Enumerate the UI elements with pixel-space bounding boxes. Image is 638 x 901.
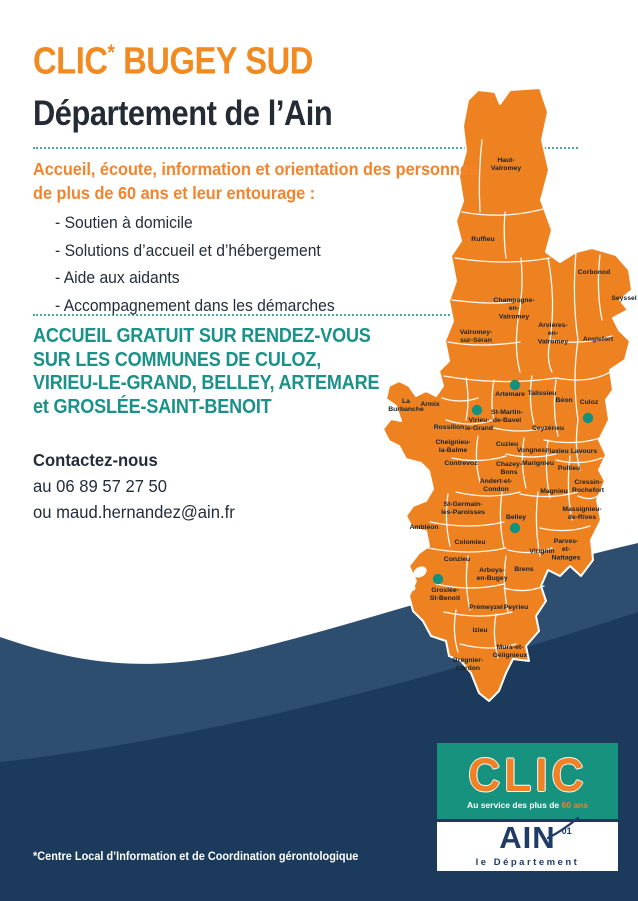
clic-logo-word: CLIC — [467, 747, 588, 801]
contact-block — [33, 447, 235, 525]
commune-dot — [472, 405, 482, 415]
clic-tagline-right: 60 ans — [561, 799, 588, 810]
commune-label: Ruffieu — [471, 236, 495, 243]
footnote: *Centre Local d’Information et de Coordination gérontologique — [33, 851, 359, 863]
service-item: - Accompagnement dans les démarches — [55, 293, 335, 321]
commune-label: Groslée-St-Benoit — [429, 587, 461, 603]
commune-label: Belley — [505, 514, 527, 521]
commune-label: Flaxieu — [545, 448, 569, 455]
commune-label: Ambléon — [409, 524, 439, 531]
appointment-line-3: VIRIEU-LE-GRAND, BELLEY, ARTEMARE — [33, 371, 380, 394]
commune-label: Artemare — [495, 391, 525, 398]
commune-label: St-Martin-de-Bavel — [491, 409, 523, 425]
commune-label: Marignieu — [521, 460, 555, 467]
commune-label: Armix — [420, 401, 440, 408]
commune-label: Izieu — [472, 627, 488, 634]
appointment-block — [33, 324, 379, 418]
intro-paragraph — [33, 157, 478, 205]
commune-label: Haut-Valromey — [490, 157, 522, 173]
commune-label: Seyssel — [611, 295, 637, 302]
commune-label: Champagne-en-Valromey — [493, 297, 535, 321]
commune-label: Chazey-Bons — [495, 461, 523, 477]
commune-label: Brens — [514, 566, 534, 573]
commune-label: Conzieu — [443, 556, 471, 563]
appointment-line-4: et GROSLÉE-SAINT-BENOIT — [33, 394, 272, 418]
commune-label: Rossillon — [433, 424, 465, 431]
page-title — [33, 40, 313, 84]
ain-logo-row — [499, 820, 572, 857]
commune-label: Magnieu — [540, 488, 568, 495]
title-asterisk: * — [107, 40, 115, 65]
contact-heading: Contactez-nous — [33, 450, 158, 470]
commune-label: St-Germain-les-Paroisses — [441, 501, 485, 517]
appointment-line-1: ACCUEIL GRATUIT SUR RENDEZ-VOUS — [33, 324, 371, 347]
contact-email: ou maud.hernandez@ain.fr — [33, 502, 235, 522]
commune-label: Cressin-Rochefort — [571, 479, 605, 495]
commune-label: Ceyzérieu — [531, 425, 565, 432]
commune-label: Valromey-sur-Séran — [459, 329, 493, 345]
commune-label: Arboys-en-Bugey — [476, 567, 508, 583]
service-item: - Solutions d’accueil et d’hébergement — [55, 238, 335, 266]
title-clic: CLIC — [33, 40, 108, 83]
commune-label: Pollieu — [557, 465, 581, 472]
clic-logo — [437, 743, 618, 819]
commune-label: Lavours — [570, 448, 598, 455]
commune-label: Parves-et-Nattages — [551, 538, 581, 562]
commune-label: Anglefort — [582, 336, 614, 343]
ain-logo-caption: le Département — [475, 857, 580, 868]
intro-line-2: de plus de 60 ans et leur entourage : — [33, 183, 316, 203]
commune-dot — [433, 574, 443, 584]
commune-label: Contrevoz — [444, 460, 478, 467]
commune-label: Cheignieu-la-Balme — [435, 439, 471, 455]
intro-line-1: Accueil, écoute, information et orientation des personnes — [33, 159, 478, 179]
commune-label: La Burbanche — [388, 398, 424, 414]
clic-tagline-left: Au service des plus de — [467, 799, 562, 810]
commune-label: Virieu-le-Grand — [465, 417, 493, 433]
commune-label: Prémeyzel — [469, 604, 503, 611]
commune-label: Culoz — [579, 399, 599, 406]
commune-label: Virignin — [529, 548, 555, 555]
commune-label: Massignieu-de-Rives — [562, 506, 602, 522]
commune-label: Béon — [555, 397, 573, 404]
ain-logo-badge: 01 — [561, 826, 572, 836]
service-item: - Soutien à domicile — [55, 210, 335, 238]
commune-dot — [583, 413, 593, 423]
contact-phone: au 06 89 57 27 50 — [33, 476, 168, 496]
commune-dot — [510, 523, 520, 533]
services-list — [55, 210, 335, 320]
title-rest: BUGEY SUD — [114, 40, 313, 83]
ain-logo — [437, 822, 618, 871]
commune-label: Andert-et-Condon — [479, 478, 513, 494]
clic-logo-tagline — [467, 800, 588, 810]
commune-label: Cuzieu — [495, 441, 519, 448]
page-subtitle: Département de l’Ain — [33, 94, 333, 133]
commune-label: Vongnes — [516, 447, 546, 454]
commune-dot — [510, 380, 520, 390]
commune-label: Colomieu — [454, 539, 486, 546]
service-item: - Aide aux aidants — [55, 265, 335, 293]
ain-logo-word: AIN — [499, 820, 556, 855]
commune-label: Talissieu — [527, 390, 557, 397]
commune-label: Murs-et-Gélignieux — [492, 644, 528, 660]
commune-label: Corbonod — [577, 269, 611, 276]
commune-label: Arvières-en-Valromey — [537, 322, 569, 346]
commune-label: Brégnier-Cordon — [452, 657, 484, 673]
commune-label: Peyrieu — [503, 604, 529, 611]
appointment-line-2: SUR LES COMMUNES DE CULOZ, — [33, 347, 322, 371]
